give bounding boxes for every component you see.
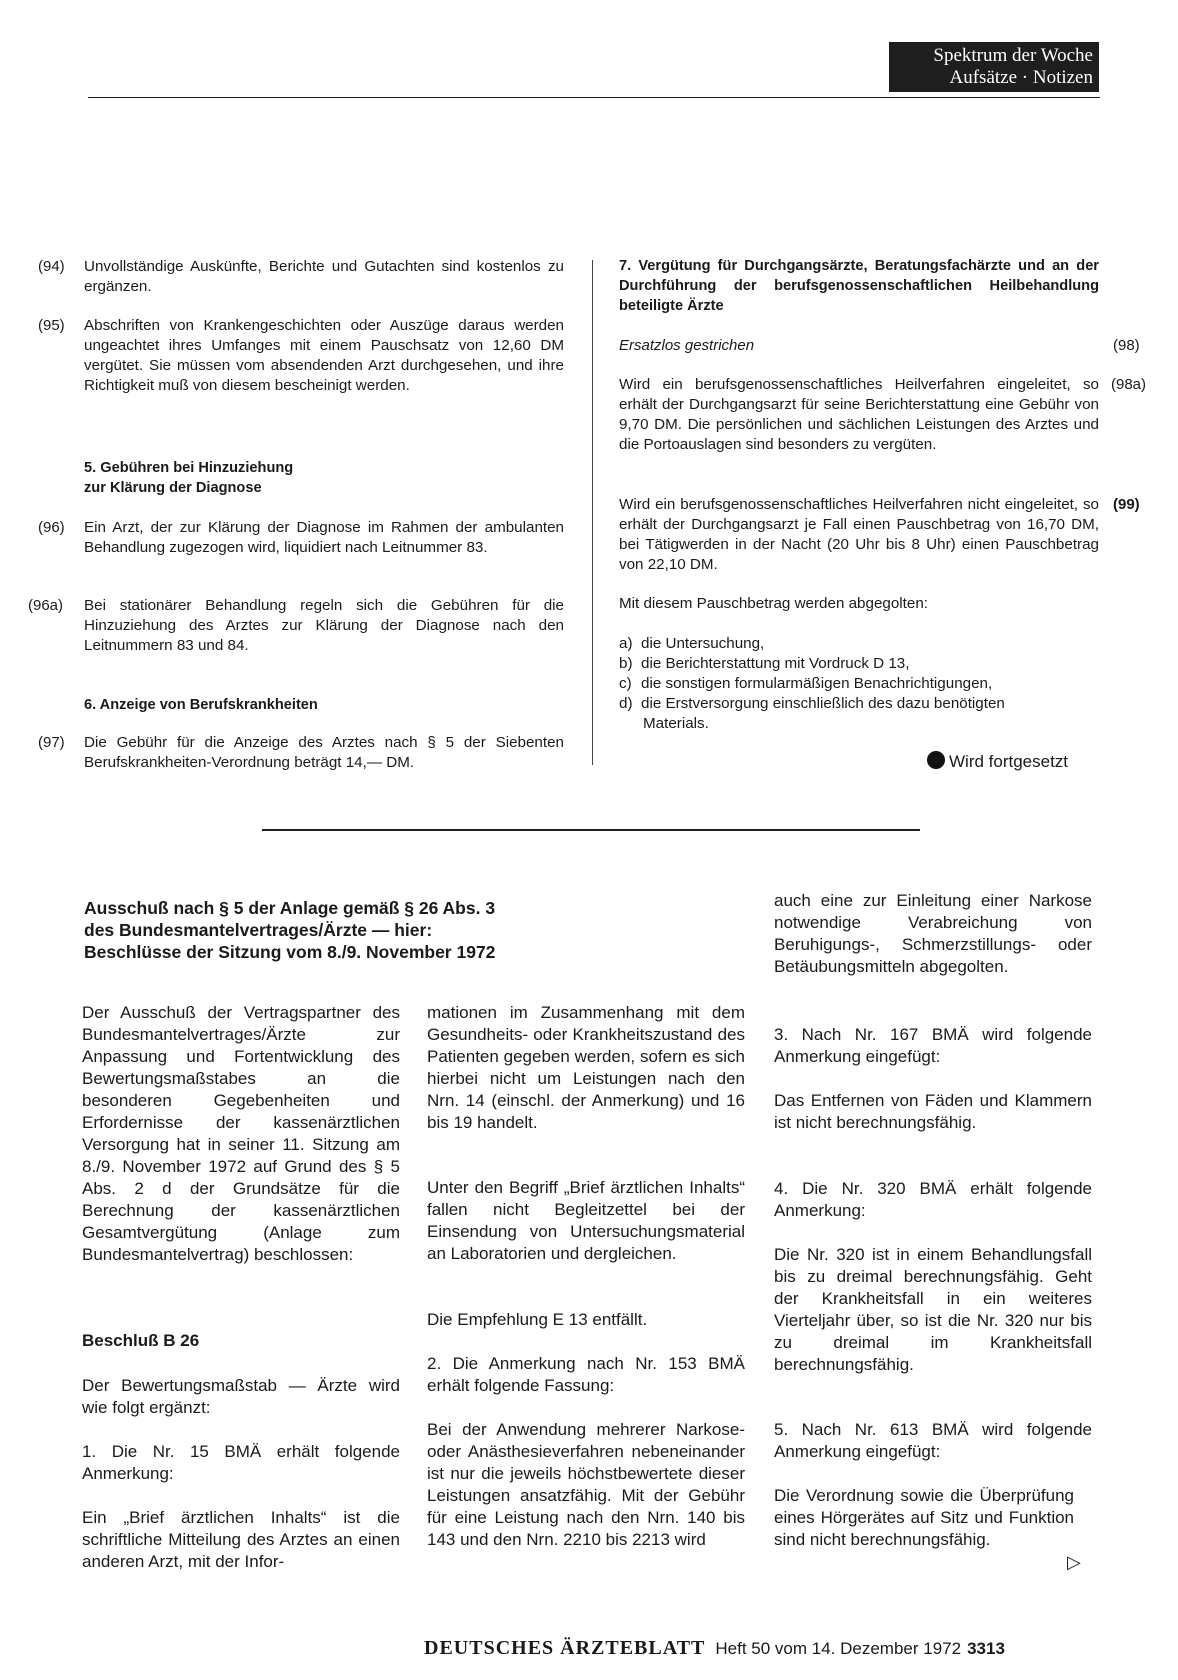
col1-paragraph-3: 1. Die Nr. 15 BMÄ erhält folgende Anmerkung: — [82, 1442, 400, 1483]
paragraph-95: Abschriften von Krankengeschichten oder Auszüge daraus werden ungeachtet ihres Umfanges mit einem Pauschsatz von 12,60 DM vergütet. Sie müssen vom absendenden Arzt durchgesehen, und ihre Richtigkeit muß von diesem bescheinigt werden. — [84, 317, 564, 394]
list-item — [619, 654, 909, 674]
list-item — [619, 674, 992, 694]
paragraph-97: Die Gebühr für die Anzeige des Arztes nach § 5 der Siebenten Berufskrankheiten-Verordnung beträgt 14,— DM. — [84, 734, 564, 771]
article-title-line2: des Bundesmantelvertrages/Ärzte — hier: — [84, 920, 433, 940]
page-footer — [424, 1637, 1005, 1660]
section-tag-line1: Spektrum der Woche — [933, 45, 1093, 66]
paragraph-99: Wird ein berufsgenossenschaftliches Heilverfahren nicht eingeleitet, so erhält der Durchgangsarzt je Fall einen Pauschbetrag von 16,70 DM, bei Tätigwerden in der Nacht (20 Uhr bis 8 Uhr) einen Pauschbetrag von 22,10 DM. — [619, 496, 1099, 573]
header-rule — [88, 97, 1100, 98]
paragraph-96a: Bei stationärer Behandlung regeln sich die Gebühren für die Hinzuziehung des Arztes zur Klärung der Diagnose nach den Leitnummern 83 und 84. — [84, 597, 564, 654]
list-item-text: die Untersuchung, — [641, 635, 765, 652]
col3-paragraph-7: Die Verordnung sowie die Überprüfung eines Hörgerätes auf Sitz und Funktion sind nicht berechnungsfähig. — [774, 1486, 1074, 1549]
list-item-text: die Erstversorgung einschließlich des dazu benötigten — [641, 695, 1005, 712]
page-number: 3313 — [967, 1639, 1005, 1658]
ersatzlos-note: Ersatzlos gestrichen — [619, 337, 755, 354]
paragraph-98a: Wird ein berufsgenossenschaftliches Heilverfahren eingeleitet, so erhält der Durchgangsarzt für seine Berichterstattung eine Gebühr von 9,70 DM. Die persönlichen und sächlichen Leistungen des Arztes und die Portoauslagen sind besonders zu vergüten. — [619, 376, 1099, 453]
continued-note — [927, 751, 1068, 773]
list-item-label: b) — [619, 655, 633, 672]
list-item — [619, 634, 764, 654]
col2-paragraph-5: Bei der Anwendung mehrerer Narkose- oder Anästhesieverfahren nebeneinander ist nur die jeweils höchstbewertete dieser Leistungen ansatzfähig. Mit der Gebühr für eine Leistung nach den Nrn. 140 bis 143 und den Nrn. 2210 bis 2213 wird — [427, 1420, 745, 1549]
article-title-line3: Beschlüsse der Sitzung vom 8./9. November 1972 — [84, 942, 496, 962]
para-number-98a: (98a) — [1111, 376, 1147, 393]
para-number-97: (97) — [38, 734, 65, 751]
para-number-98: (98) — [1113, 337, 1140, 354]
issue-info: Heft 50 vom 14. Dezember 1972 — [715, 1639, 962, 1658]
abgegolten-intro: Mit diesem Pauschbetrag werden abgegolten: — [619, 595, 929, 612]
col2-paragraph-3: Die Empfehlung E 13 entfällt. — [427, 1310, 648, 1329]
col2-paragraph-4: 2. Die Anmerkung nach Nr. 153 BMÄ erhält folgende Fassung: — [427, 1354, 745, 1395]
col3-paragraph-3: Das Entfernen von Fäden und Klammern ist nicht berechnungsfähig. — [774, 1091, 1092, 1132]
list-item-text: die sonstigen formularmäßigen Benachrichtigungen, — [641, 675, 993, 692]
paragraph-96: Ein Arzt, der zur Klärung der Diagnose im Rahmen der ambulanten Behandlung zugezogen wird, liquidiert nach Leitnummer 83. — [84, 519, 564, 556]
list-item-label: a) — [619, 635, 633, 652]
col1-intro-paragraph: Der Ausschuß der Vertragspartner des Bundesmantelvertrages/Ärzte zur Anpassung und Fortentwicklung des Bewertungsmaßstabes an die besonderen Gegebenheiten und Erfordernisse der kassenärztlichen Versorgung hat in seiner 11. Sitzung am 8./9. November 1972 auf Grund des § 5 Abs. 2 d der Grundsätze für die Berechnung der kassenärztlichen Gesamtvergütung (Anlage zum Bundesmantelvertrag) beschlossen: — [82, 1003, 400, 1264]
col2-paragraph-2: Unter den Begriff „Brief ärztlichen Inhalts“ fallen nicht Begleitzettel bei der Einsendung von Untersuchungsmaterial an Laboratorien und dergleichen. — [427, 1178, 745, 1263]
col3-paragraph-2: 3. Nach Nr. 167 BMÄ wird folgende Anmerkung eingefügt: — [774, 1025, 1092, 1066]
section-7-heading: 7. Vergütung für Durchgangsärzte, Beratungsfachärzte und an der Durchführung der berufsgenossenschaftlichen Heilbehandlung beteiligte Ärzte — [619, 258, 1099, 314]
bullet-dot-icon — [927, 751, 945, 769]
section-5-heading-line2: zur Klärung der Diagnose — [84, 480, 262, 496]
col1-paragraph-4: Ein „Brief ärztlichen Inhalts“ ist die schriftliche Mitteilung des Arztes an einen anderen Arzt, mit der Infor- — [82, 1508, 400, 1571]
list-item-continuation: Materials. — [643, 715, 709, 732]
section-tag — [889, 42, 1099, 92]
para-number-96a: (96a) — [28, 597, 64, 614]
para-number-99: (99) — [1113, 496, 1140, 513]
col3-paragraph-5: Die Nr. 320 ist in einem Behandlungsfall bis zu dreimal berechnungsfähig. Geht der Krankheitsfall in ein weiteres Vierteljahr über, so ist die Nr. 320 nur bis zu dreimal im Krankheitsfall berechnungsfähig. — [774, 1245, 1092, 1374]
paragraph-94: Unvollständige Auskünfte, Berichte und Gutachten sind kostenlos zu ergänzen. — [84, 258, 564, 295]
para-number-95: (95) — [38, 317, 65, 334]
continued-label: Wird fortgesetzt — [949, 752, 1069, 771]
article-title-line1: Ausschuß nach § 5 der Anlage gemäß § 26 Abs. 3 — [84, 898, 496, 918]
list-item-label: c) — [619, 675, 632, 692]
section-separator — [262, 829, 920, 831]
para-number-96: (96) — [38, 519, 65, 536]
list-item — [619, 694, 1005, 714]
section-6-heading: 6. Anzeige von Berufskrankheiten — [84, 697, 318, 713]
section-5-heading-line1: 5. Gebühren bei Hinzuziehung — [84, 460, 294, 476]
journal-name: DEUTSCHES ÄRZTEBLATT — [424, 1637, 706, 1659]
col3-paragraph-1: auch eine zur Einleitung einer Narkose notwendige Verabreichung von Beruhigungs-, Schmerzstillungs- oder Betäubungsmitteln abgegolten. — [774, 891, 1092, 976]
list-item-label: d) — [619, 695, 633, 712]
next-page-arrow-icon: ▷ — [1067, 1552, 1081, 1572]
col1-paragraph-2: Der Bewertungsmaßstab — Ärzte wird wie folgt ergänzt: — [82, 1376, 400, 1417]
para-number-94: (94) — [38, 258, 65, 275]
col2-paragraph-1: mationen im Zusammenhang mit dem Gesundheits- oder Krankheitszustand des Patienten gegeben werden, sofern es sich hierbei nicht um Leistungen nach den Nrn. 14 (einschl. der Anmerkung) und 16 bis 19 handelt. — [427, 1003, 745, 1132]
col3-paragraph-4: 4. Die Nr. 320 BMÄ erhält folgende Anmerkung: — [774, 1179, 1092, 1220]
list-item-text: die Berichterstattung mit Vordruck D 13, — [641, 655, 910, 672]
section-tag-line2: Aufsätze · Notizen — [949, 67, 1093, 88]
col1-decision-heading: Beschluß B 26 — [82, 1331, 200, 1350]
column-divider — [592, 260, 593, 765]
col3-paragraph-6: 5. Nach Nr. 613 BMÄ wird folgende Anmerkung eingefügt: — [774, 1420, 1092, 1461]
